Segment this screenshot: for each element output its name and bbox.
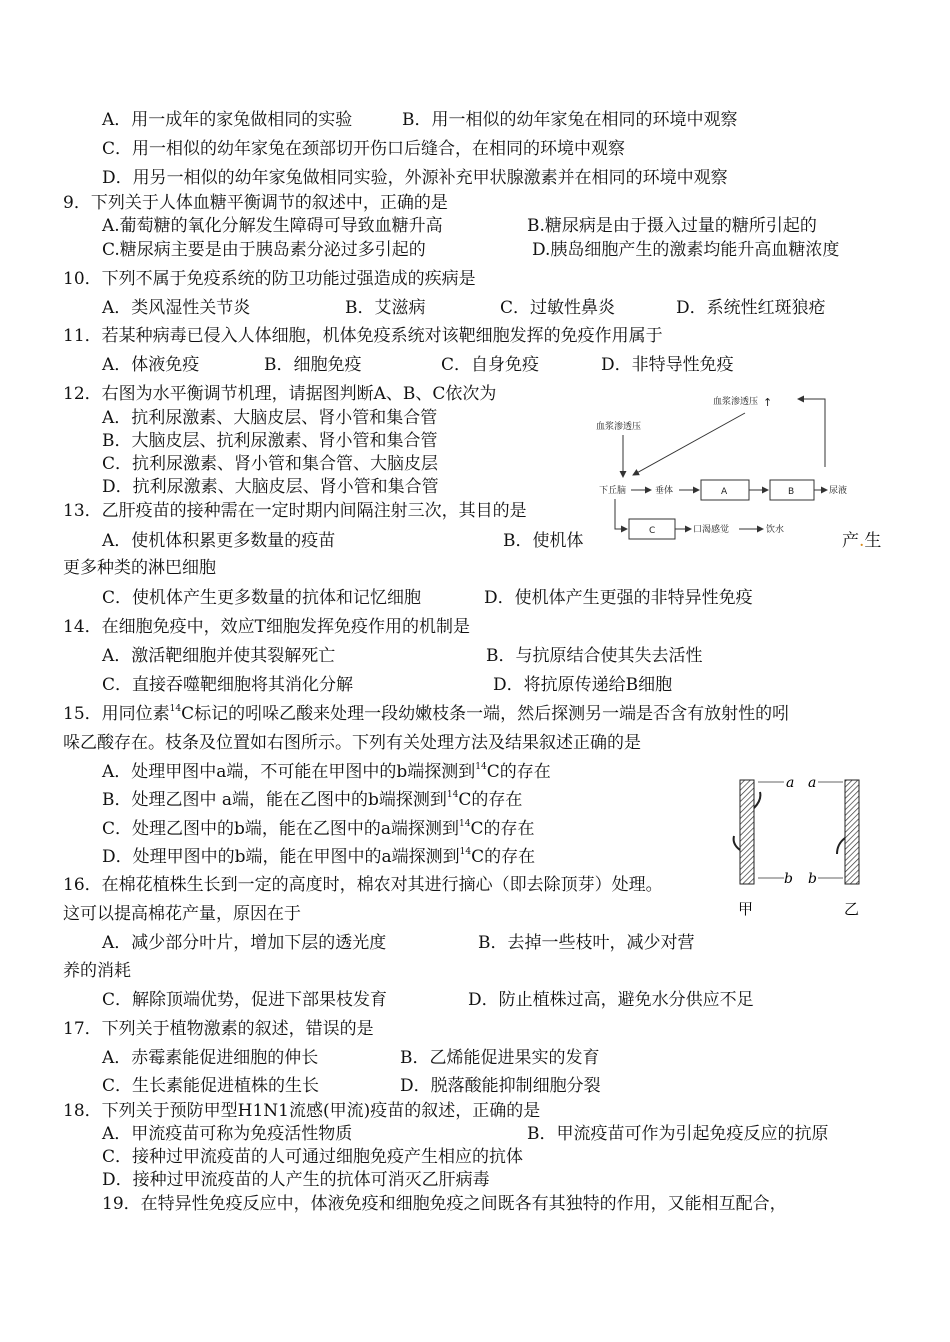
q12-option-c: C．抗利尿激素、肾小管和集合管、大脑皮层 — [102, 454, 439, 474]
q15-stem-post: C标记的吲哚乙酸来处理一段幼嫩枝条一端，然后探测另一端是否含有放射性的吲 — [181, 704, 790, 724]
label-b-yi: b — [808, 871, 817, 887]
q15-d-tail: C的存在 — [471, 847, 536, 867]
q13-stem: 13．乙肝疫苗的接种需在一定时期内间隔注射三次，其目的是 — [63, 501, 527, 521]
water-balance-diagram — [593, 387, 853, 549]
q17-option-d: D．脱落酸能抑制细胞分裂 — [400, 1076, 601, 1096]
thirst-label: 口渴感觉 — [693, 525, 730, 535]
box-c-label: C — [649, 526, 656, 536]
label-jia: 甲 — [738, 900, 754, 918]
q17-option-b: B．乙烯能促进果实的发育 — [400, 1048, 600, 1068]
q18-option-b: B．甲流疫苗可作为引起免疫反应的抗原 — [527, 1124, 829, 1144]
isotope-superscript: 14 — [475, 762, 487, 773]
isotope-superscript: 14 — [446, 790, 459, 801]
q13-option-d: D．使机体产生更强的非特异性免疫 — [484, 588, 753, 608]
q18-option-c: C．接种过甲流疫苗的人可通过细胞免疫产生相应的抗体 — [102, 1147, 524, 1167]
q10-option-d: D．系统性红斑狼疮 — [676, 298, 826, 318]
box-b-label: B — [788, 487, 795, 497]
bud-jia-top — [754, 792, 760, 808]
q9-option-c: C.糖尿病主要是由于胰岛素分泌过多引起的 — [102, 240, 426, 260]
label-b-jia: b — [784, 871, 793, 887]
q16-option-a: A．减少部分叶片，增加下层的透光度 — [102, 933, 387, 953]
q18-option-d: D．接种过甲流疫苗的人产生的抗体可消灭乙肝病毒 — [102, 1170, 490, 1190]
label-a-yi: a — [808, 775, 817, 791]
q15-stem-line1 — [63, 703, 789, 725]
bud-jia-bottom — [734, 836, 740, 850]
up-arrow-icon: ↑ — [763, 396, 773, 409]
label-yi: 乙 — [844, 900, 860, 918]
q12-option-a: A．抗利尿激素、大脑皮层、肾小管和集合管 — [102, 408, 438, 428]
q9-stem: 9．下列关于人体血糖平衡调节的叙述中，正确的是 — [63, 193, 448, 213]
q13-option-b-continued: 更多种类的淋巴细胞 — [63, 558, 216, 578]
q15-d-text: D．处理甲图中的b端，能在甲图中的a端探测到 — [102, 847, 460, 867]
q11-option-c: C．自身免疫 — [441, 355, 540, 375]
isotope-superscript: 14 — [459, 819, 471, 830]
q15-c-tail: C的存在 — [470, 819, 535, 839]
q11-option-a: A．体液免疫 — [102, 355, 200, 375]
label-a-jia: a — [786, 775, 795, 791]
q10-option-b: B．艾滋病 — [345, 298, 426, 318]
q13-b-char-sheng: 生 — [864, 531, 882, 551]
branch-yi — [845, 780, 859, 884]
q18-option-a: A．甲流疫苗可称为免疫活性物质 — [102, 1124, 353, 1144]
q10-option-a: A．类风湿性关节炎 — [102, 298, 251, 318]
q8-option-a: A．用一成年的家兔做相同的实验 — [102, 110, 353, 130]
q16-stem-line2: 这可以提高棉花产量，原因在于 — [63, 904, 301, 924]
q18-stem: 18．下列关于预防甲型H1N1流感(甲流)疫苗的叙述，正确的是 — [63, 1101, 541, 1121]
bud-yi — [837, 838, 845, 854]
q9-option-b: B.糖尿病是由于摄入过量的糖所引起的 — [527, 216, 817, 236]
q9-option-d: D.胰岛细胞产生的激素均能升高血糖浓度 — [532, 240, 840, 260]
q14-option-a: A．激活靶细胞并使其裂解死亡 — [102, 646, 336, 666]
q14-option-b: B．与抗原结合使其失去活性 — [486, 646, 703, 666]
q13-option-b: B．使机体 — [503, 531, 584, 551]
q11-stem: 11．若某种病毒已侵入人体细胞，机体免疫系统对该靶细胞发挥的免疫作用属于 — [63, 326, 663, 346]
q14-option-c: C．直接吞噬靶细胞将其消化分解 — [102, 675, 354, 695]
plasma-osmotic-left-label: 血浆渗透压 — [596, 422, 642, 432]
q15-option-b — [102, 789, 522, 811]
box-a-label: A — [721, 487, 728, 497]
arrow-diagonal — [633, 413, 745, 475]
drink-label: 饮水 — [766, 525, 785, 535]
q9-option-a: A.葡萄糖的氧化分解发生障碍可导致血糖升高 — [102, 216, 443, 236]
q13-option-c: C．使机体产生更多数量的抗体和记忆细胞 — [102, 588, 422, 608]
q13-b-char-chan: 产 — [842, 531, 859, 551]
isotope-superscript: 14 — [169, 704, 182, 715]
arrow-hyp-c — [615, 499, 627, 529]
branch-figure — [728, 768, 868, 918]
q12-option-b: B．大脑皮层、抗利尿激素、肾小管和集合管 — [102, 431, 438, 451]
q12-option-d: D．抗利尿激素、大脑皮层、肾小管和集合管 — [102, 477, 439, 497]
q17-stem: 17．下列关于植物激素的叙述，错误的是 — [63, 1019, 374, 1039]
q15-option-d — [102, 846, 535, 868]
q19-stem: 19．在特异性免疫反应中，体液免疫和细胞免疫之间既各有其独特的作用，又能相互配合， — [102, 1194, 787, 1214]
feedback-line — [798, 399, 825, 467]
q15-a-tail: C的存在 — [486, 762, 551, 782]
q11-option-d: D．非特导性免疫 — [601, 355, 734, 375]
q11-option-b: B．细胞免疫 — [264, 355, 362, 375]
q16-option-b: B．去掉一些枝叶，减少对营 — [478, 933, 695, 953]
pituitary-label: 垂体 — [655, 486, 674, 496]
q15-b-tail: C的存在 — [458, 790, 523, 810]
q17-option-c: C．生长素能促进植株的生长 — [102, 1076, 320, 1096]
q8-option-c: C．用一相似的幼年家兔在颈部切开伤口后缝合，在相同的环境中观察 — [102, 139, 626, 159]
q8-option-b: B．用一相似的幼年家兔在相同的环境中观察 — [402, 110, 738, 130]
q16-stem-line1: 16．在棉花植株生长到一定的高度时，棉农对其进行摘心（即去除顶芽）处理。 — [63, 875, 663, 895]
q15-c-text: C．处理乙图中的b端，能在乙图中的a端探测到 — [102, 819, 460, 839]
isotope-superscript: 14 — [459, 847, 472, 858]
q15-option-a — [102, 761, 551, 783]
q14-stem: 14．在细胞免疫中，效应T细胞发挥免疫作用的机制是 — [63, 617, 470, 637]
q15-a-text: A．处理甲图中a端，不可能在甲图中的b端探测到 — [102, 762, 476, 782]
plasma-osmotic-top-label: 血浆渗透压 — [713, 397, 759, 407]
hypothalamus-label: 下丘脑 — [599, 486, 627, 496]
q14-option-d: D．将抗原传递给B细胞 — [493, 675, 673, 695]
q17-option-a: A．赤霉素能促进细胞的伸长 — [102, 1048, 319, 1068]
q10-stem: 10．下列不属于免疫系统的防卫功能过强造成的疾病是 — [63, 269, 476, 289]
urine-label: 尿液 — [829, 486, 848, 496]
branch-jia — [740, 780, 754, 884]
q15-stem-line2: 哚乙酸存在。枝条及位置如右图所示。下列有关处理方法及结果叙述正确的是 — [63, 733, 641, 753]
q15-option-c — [102, 818, 535, 840]
q13-option-b-tail: 产.生 — [842, 531, 882, 551]
q15-b-text: B．处理乙图中 a端，能在乙图中的b端探测到 — [102, 790, 447, 810]
q15-stem-pre: 15．用同位素 — [63, 704, 170, 724]
q16-option-b-continued: 养的消耗 — [63, 961, 131, 981]
q13-option-a: A．使机体积累更多数量的疫苗 — [102, 531, 336, 551]
q12-stem: 12．右图为水平衡调节机理，请据图判断A、B、C依次为 — [63, 384, 497, 404]
q8-option-d: D．用另一相似的幼年家兔做相同实验，外源补充甲状腺激素并在相同的环境中观察 — [102, 168, 728, 188]
q10-option-c: C．过敏性鼻炎 — [500, 298, 616, 318]
q16-option-c: C．解除顶端优势，促进下部果枝发育 — [102, 990, 388, 1010]
q16-option-d: D．防止植株过高，避免水分供应不足 — [468, 990, 754, 1010]
